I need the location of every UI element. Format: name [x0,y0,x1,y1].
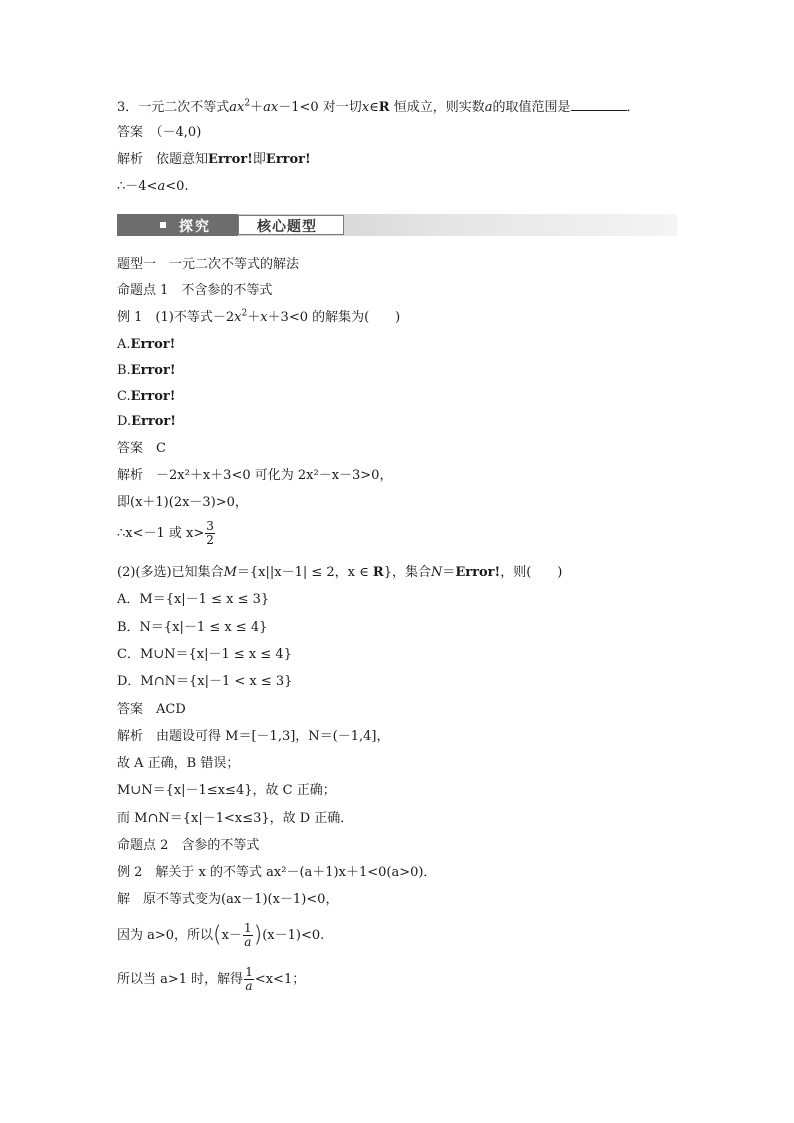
type-heading: 题型一 一元二次不等式的解法 [117,257,300,272]
fraction: $\frac{1}{a}$ [243,921,252,949]
q3-line: 3．一元二次不等式$ax^2+ax-1<0$ 对一切x∈R 恒成立，则实数a的取值范围是 ． [117,98,640,115]
analysis-line-fraction: ∴x<－1 或 x> $\frac{3}{2}$ [117,519,214,547]
fraction: $\frac{3}{2}$ [206,519,214,547]
option-c: C.Error! [117,389,176,404]
q3-conclusion: ∴－4<a<0. [117,179,189,194]
analysis-line: 而 M∩N＝{x|－1<x≤3}，故 D 正确． [117,811,354,826]
square-bullet-icon [160,222,166,228]
option-c: C．M∪N＝{x|－1 ≤ x ≤ 4} [117,647,292,662]
example1-part2: (2)(多选)已知集合M＝{x||x－1| ≤ 2，x ∈ R}，集合N＝Error!，则( ) [117,565,563,580]
option-d: D．M∩N＝{x|－1 < x ≤ 3} [117,674,293,689]
answer-blank [571,98,627,111]
option-b: B．N＝{x|－1 ≤ x ≤ 4} [117,620,268,635]
example1-part2-answer: 答案 ACD [117,702,186,717]
option-d: D.Error! [117,414,176,429]
point-heading-1: 命题点 1 不含参的不等式 [117,283,273,298]
fraction: $\frac{1}{a}$ [245,965,253,993]
question-number: 3． [117,100,139,115]
example1-answer: 答案 C [117,441,166,456]
option-a: A．M＝{x|－1 ≤ x ≤ 3} [117,592,270,607]
solution-line-fraction: 因为 a>0，所以(x－ $\frac{1}{a}$ )(x－1)<0. [117,921,325,949]
analysis-line: 故 A 正确，B 错误； [117,756,240,771]
example1-analysis: 解析 －2x²＋x＋3<0 可化为 2x²－x－3>0， [117,468,393,483]
option-b: B.Error! [117,363,176,378]
solution-line-fraction: 所以当 a>1 时，解得 $\frac{1}{a}$ <x<1； [117,965,306,993]
example2-question: 例 2 解关于 x 的不等式 ax²－(a＋1)x＋1<0(a>0)． [117,865,437,880]
analysis-line: M∪N＝{x|－1≤x≤4}，故 C 正确； [117,783,336,798]
example1-question: 例 1 (1)不等式$-2x^2+x+3<0$ 的解集为( ) [117,308,401,325]
q3-analysis: 解析 依题意知Error!即Error! [117,152,311,167]
analysis-line: 即(x＋1)(2x－3)>0， [117,495,248,510]
point-heading-2: 命题点 2 含参的不等式 [117,838,260,853]
example1-part2-analysis: 解析 由题设可得 M＝[－1,3]，N＝(－1,4]， [117,729,390,744]
banner-right-label: 核心题型 [257,219,317,235]
option-a: A.Error! [117,337,176,352]
q3-answer: 答案 （－4,0) [117,125,202,140]
section-banner [117,214,677,236]
banner-left-label: 探究 [179,219,211,235]
example2-solution: 解 原不等式变为(ax－1)(x－1)<0， [117,892,339,907]
